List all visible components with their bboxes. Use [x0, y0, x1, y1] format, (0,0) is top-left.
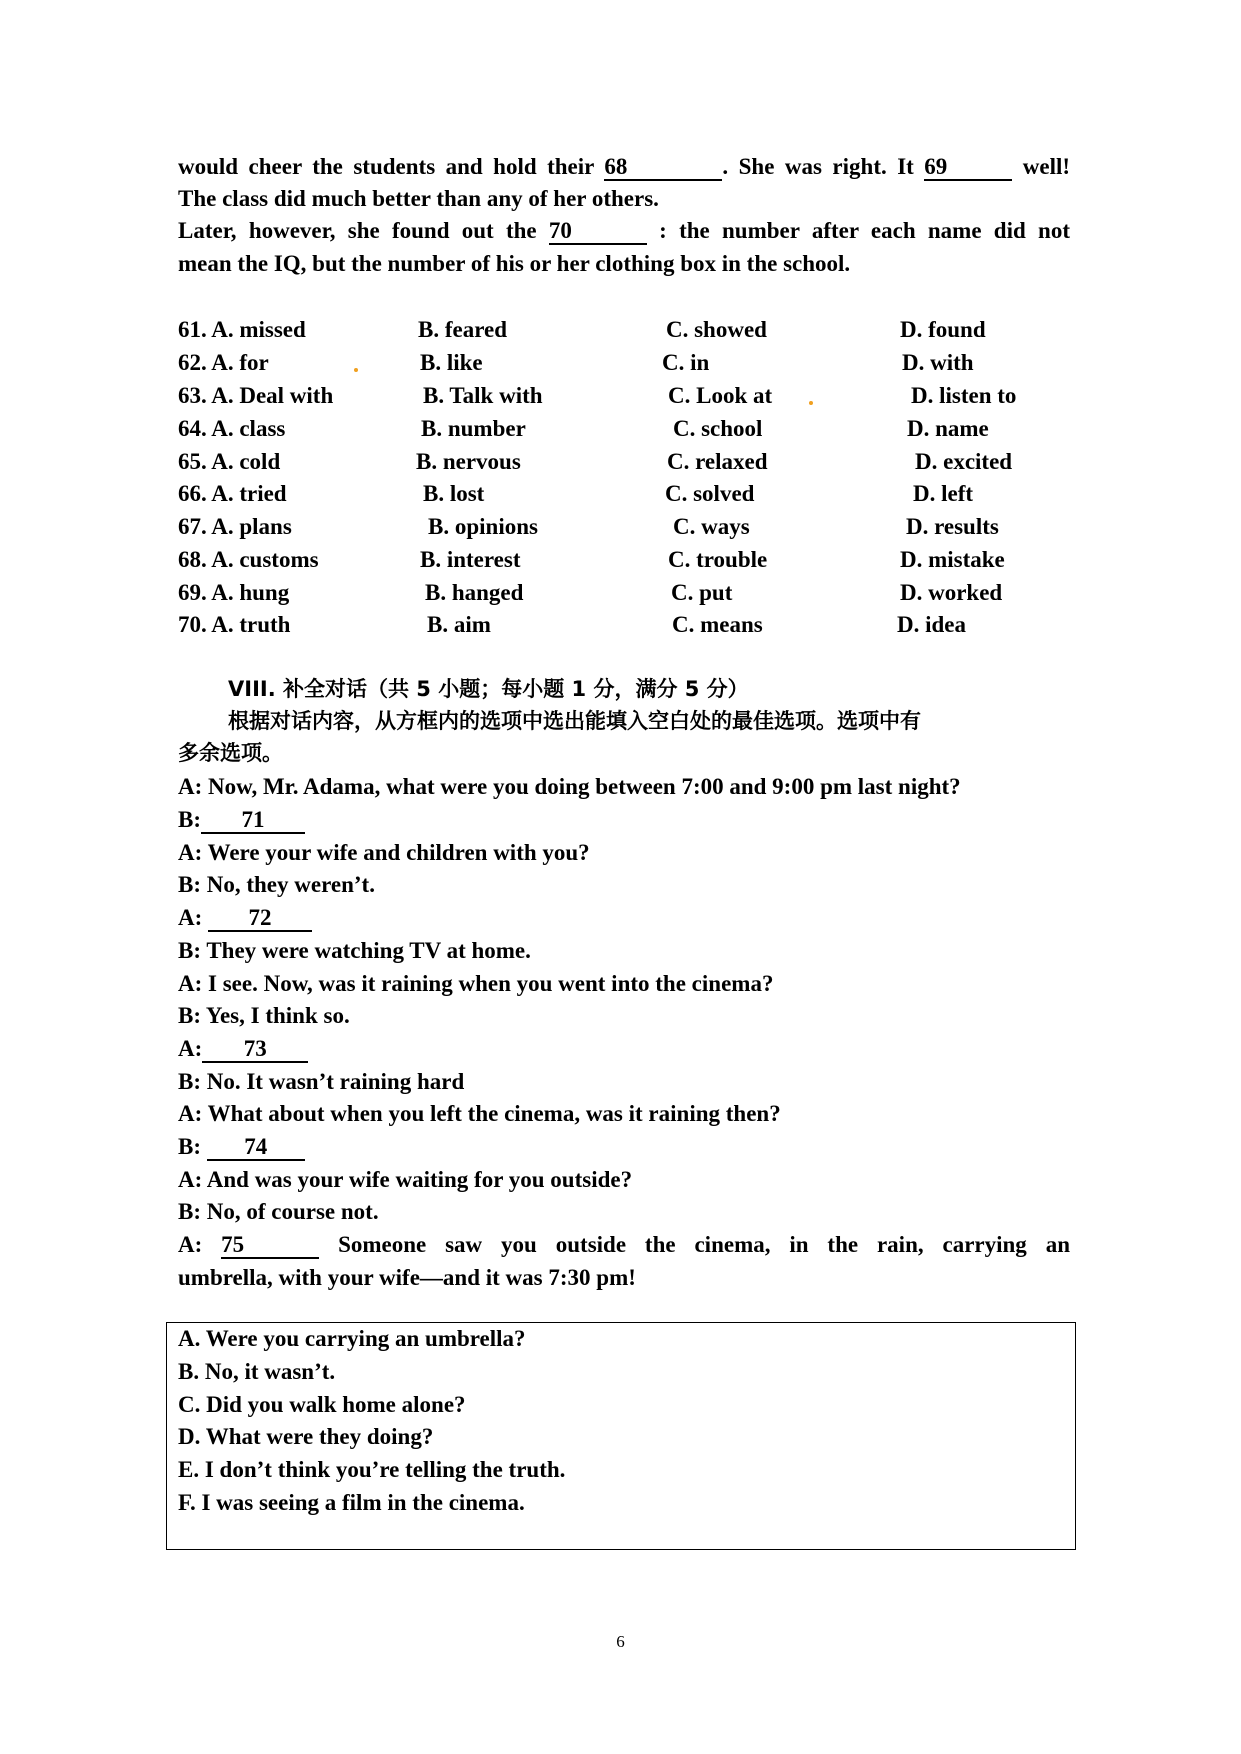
page-number: 6 — [616, 1632, 625, 1651]
option-68-b: B. interest — [420, 547, 521, 572]
dialogue-line: A: Now, Mr. Adama, what were you doing between 7:00 and 9:00 pm last night? — [178, 774, 961, 799]
dialogue-line: B: No, of course not. — [178, 1199, 379, 1224]
choice-a: A. Were you carrying an umbrella? — [178, 1326, 526, 1351]
option-69-b: B. hanged — [425, 580, 524, 605]
option-63-a: 63. A. Deal with — [178, 383, 334, 408]
option-70-d: D. idea — [897, 612, 966, 637]
choice-e: E. I don’t think you’re telling the truth. — [178, 1457, 566, 1482]
blank-73: 73 — [202, 1037, 308, 1063]
option-64-a: 64. A. class — [178, 416, 286, 441]
option-63-b: B. Talk with — [423, 383, 543, 408]
blank-75: 75 — [221, 1233, 319, 1259]
section-title: VIII. 补全对话（共 5 小题；每小题 1 分，满分 5 分） — [228, 677, 749, 701]
option-70-c: C. means — [672, 612, 763, 637]
option-61-b: B. feared — [418, 317, 508, 342]
blank-71: 71 — [201, 808, 305, 834]
option-62-a: 62. A. for — [178, 350, 269, 375]
option-63-d: D. listen to — [911, 383, 1017, 408]
dialogue-line: A: 75 Someone saw you outside the cinema, in the rain, carrying an — [178, 1232, 1070, 1257]
dialogue-line: A: 72 — [178, 903, 312, 933]
option-63-c: C. Look at — [668, 383, 773, 408]
option-67-d: D. results — [906, 514, 999, 539]
option-64-d: D. name — [907, 416, 989, 441]
choice-d: D. What were they doing? — [178, 1424, 434, 1449]
blank-72: 72 — [208, 906, 312, 932]
section-instruction-2: 多余选项。 — [178, 741, 283, 765]
option-61-d: D. found — [900, 317, 986, 342]
passage-line-2: The class did much better than any of her others. — [178, 186, 659, 211]
option-61-c: C. showed — [666, 317, 767, 342]
option-68-a: 68. A. customs — [178, 547, 319, 572]
option-65-d: D. excited — [915, 449, 1013, 474]
decorative-dot — [354, 368, 358, 372]
blank-70: 70 — [549, 219, 647, 245]
dialogue-line: B: Yes, I think so. — [178, 1003, 350, 1028]
option-65-a: 65. A. cold — [178, 449, 281, 474]
dialogue-line: B: 71 — [178, 805, 305, 835]
blank-69: 69 — [924, 155, 1012, 181]
option-65-b: B. nervous — [416, 449, 521, 474]
option-62-c: C. in — [662, 350, 710, 375]
dialogue-line: A: I see. Now, was it raining when you went into the cinema? — [178, 971, 774, 996]
option-67-a: 67. A. plans — [178, 514, 292, 539]
option-68-c: C. trouble — [668, 547, 768, 572]
dialogue-line: B: They were watching TV at home. — [178, 938, 531, 963]
section-instruction-1: 根据对话内容，从方框内的选项中选出能填入空白处的最佳选项。选项中有 — [228, 709, 921, 733]
option-64-b: B. number — [421, 416, 526, 441]
option-65-c: C. relaxed — [667, 449, 768, 474]
option-62-d: D. with — [902, 350, 974, 375]
option-66-c: C. solved — [665, 481, 755, 506]
decorative-dot — [809, 401, 813, 405]
dialogue-line: A: 73 — [178, 1034, 308, 1064]
choice-b: B. No, it wasn’t. — [178, 1359, 336, 1384]
dialogue-line: umbrella, with your wife—and it was 7:30 pm! — [178, 1265, 636, 1290]
option-64-c: C. school — [673, 416, 763, 441]
option-61-a: 61. A. missed — [178, 317, 306, 342]
dialogue-line: A: And was your wife waiting for you outside? — [178, 1167, 633, 1192]
dialogue-line: A: Were your wife and children with you? — [178, 840, 590, 865]
passage-line-1: would cheer the students and hold their 68 . She was right. It 69 well! — [178, 154, 1071, 179]
dialogue-line: B: No. It wasn’t raining hard — [178, 1069, 465, 1094]
option-67-b: B. opinions — [428, 514, 538, 539]
option-70-a: 70. A. truth — [178, 612, 291, 637]
dialogue-line: A: What about when you left the cinema, was it raining then? — [178, 1101, 781, 1126]
dialogue-line: B: No, they weren’t. — [178, 872, 375, 897]
option-68-d: D. mistake — [900, 547, 1005, 572]
dialogue-line: B: 74 — [178, 1132, 305, 1162]
passage-line-3: Later, however, she found out the 70 : the number after each name did not — [178, 218, 1070, 243]
blank-68: 68 — [604, 155, 722, 181]
choice-f: F. I was seeing a film in the cinema. — [178, 1490, 525, 1515]
option-66-a: 66. A. tried — [178, 481, 287, 506]
option-67-c: C. ways — [673, 514, 750, 539]
passage-line-4: mean the IQ, but the number of his or her clothing box in the school. — [178, 251, 851, 276]
choice-c: C. Did you walk home alone? — [178, 1392, 466, 1417]
option-69-d: D. worked — [900, 580, 1003, 605]
option-69-c: C. put — [671, 580, 733, 605]
blank-74: 74 — [207, 1135, 305, 1161]
option-70-b: B. aim — [427, 612, 491, 637]
option-66-b: B. lost — [423, 481, 485, 506]
option-66-d: D. left — [913, 481, 974, 506]
option-69-a: 69. A. hung — [178, 580, 290, 605]
option-62-b: B. like — [420, 350, 483, 375]
